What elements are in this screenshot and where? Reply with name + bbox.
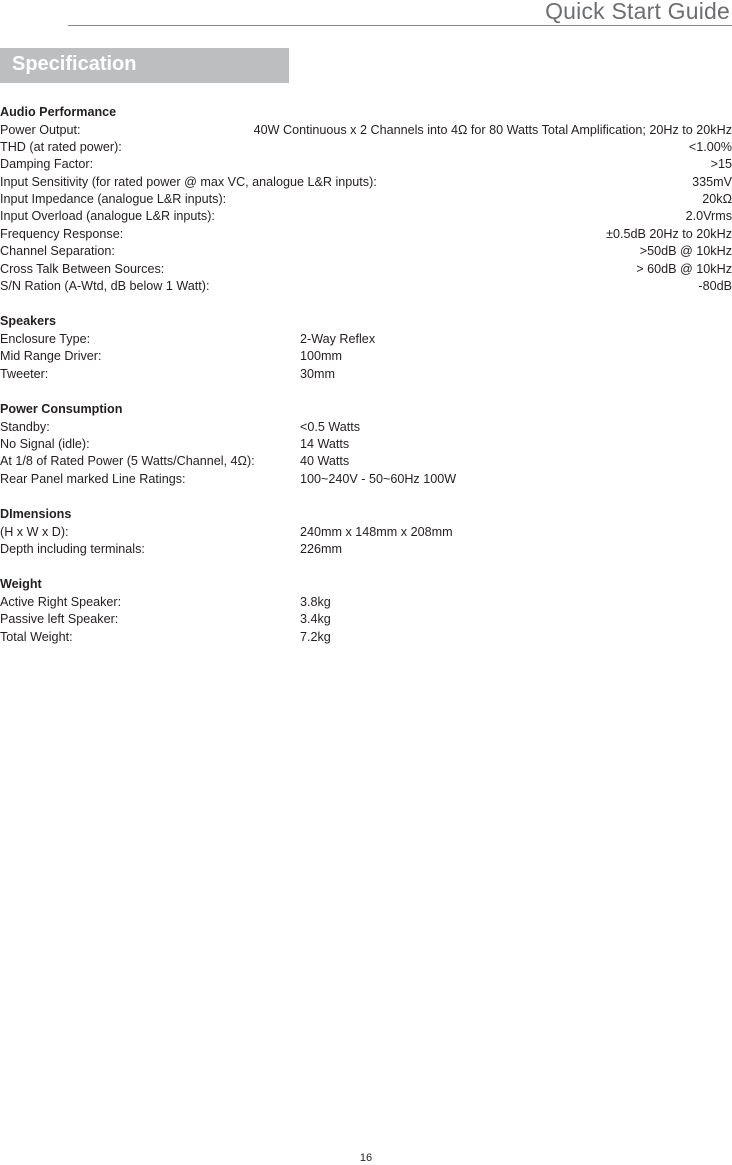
spec-group-audio-performance — [0, 104, 732, 295]
spec-value: <0.5 Watts — [300, 419, 361, 434]
spec-row — [0, 261, 732, 278]
spec-row — [0, 524, 732, 541]
spec-row — [0, 243, 732, 260]
spec-value: 40 Watts — [300, 454, 350, 469]
spec-label: Input Sensitivity (for rated power @ max VC, analogue L&R inputs): — [0, 174, 377, 189]
spec-label: Rear Panel marked Line Ratings: — [0, 471, 186, 486]
spec-row — [0, 453, 732, 470]
spec-value: >50dB @ 10kHz — [639, 244, 732, 259]
spec-label: No Signal (idle): — [0, 436, 90, 451]
spec-label: THD (at rated power): — [0, 139, 122, 154]
spec-row — [0, 208, 732, 225]
section-title: Specification — [12, 53, 137, 75]
group-title: DImensions — [0, 507, 72, 522]
spec-value: >15 — [710, 157, 732, 172]
spec-label: Total Weight: — [0, 629, 73, 644]
spec-value: 7.2kg — [300, 629, 331, 644]
spec-value: 20kΩ — [702, 192, 732, 207]
spec-group-dimensions — [0, 506, 732, 558]
spec-row — [0, 278, 732, 295]
spec-row — [0, 471, 732, 488]
spec-row — [0, 331, 732, 348]
spec-label: S/N Ration (A-Wtd, dB below 1 Watt): — [0, 279, 210, 294]
spec-value: 240mm x 148mm x 208mm — [300, 524, 453, 539]
spec-value: 40W Continuous x 2 Channels into 4Ω for 80 Watts Total Amplification; 20Hz to 20kHz — [253, 122, 732, 137]
spec-row — [0, 436, 732, 453]
spec-label: (H x W x D): — [0, 524, 69, 539]
spec-row — [0, 541, 732, 558]
spec-label: Power Output: — [0, 122, 81, 137]
spec-value: 2-Way Reflex — [300, 331, 376, 346]
spec-value: 3.4kg — [300, 612, 331, 627]
group-title: Power Consumption — [0, 402, 123, 417]
spec-value: 3.8kg — [300, 594, 331, 609]
spec-row — [0, 191, 732, 208]
spec-value: 226mm — [300, 542, 342, 557]
group-title: Speakers — [0, 314, 57, 329]
document-title: Quick Start Guide — [545, 0, 730, 24]
group-title: Audio Performance — [0, 105, 117, 119]
spec-row — [0, 594, 732, 611]
spec-row — [0, 139, 732, 156]
spec-label: Input Overload (analogue L&R inputs): — [0, 209, 215, 224]
spec-label: Cross Talk Between Sources: — [0, 261, 165, 276]
spec-value: 14 Watts — [300, 436, 350, 451]
header-rule — [68, 25, 732, 26]
spec-value: -80dB — [698, 279, 732, 294]
spec-label: Frequency Response: — [0, 226, 124, 241]
spec-value: 100mm — [300, 349, 342, 364]
spec-value: > 60dB @ 10kHz — [636, 261, 732, 276]
spec-label: Mid Range Driver: — [0, 349, 102, 364]
spec-value: 2.0Vrms — [685, 209, 732, 224]
spec-label: Depth including terminals: — [0, 542, 145, 557]
group-title: Weight — [0, 577, 42, 592]
spec-row — [0, 122, 732, 139]
spec-label: Input Impedance (analogue L&R inputs): — [0, 192, 227, 207]
spec-value: 100~240V - 50~60Hz 100W — [300, 471, 457, 486]
spec-value: 30mm — [300, 366, 335, 381]
spec-content — [0, 104, 732, 664]
spec-label: At 1/8 of Rated Power (5 Watts/Channel, 4Ω): — [0, 454, 255, 469]
spec-group-weight — [0, 576, 732, 646]
spec-label: Passive left Speaker: — [0, 612, 119, 627]
spec-value: ±0.5dB 20Hz to 20kHz — [606, 226, 732, 241]
spec-label: Channel Separation: — [0, 244, 115, 259]
spec-row — [0, 419, 732, 436]
spec-label: Tweeter: — [0, 366, 49, 381]
spec-row — [0, 629, 732, 646]
spec-label: Standby: — [0, 419, 50, 434]
spec-row — [0, 174, 732, 191]
page-number: 16 — [359, 1152, 373, 1164]
spec-label: Damping Factor: — [0, 157, 94, 172]
spec-row — [0, 366, 732, 383]
spec-row — [0, 226, 732, 243]
spec-value: 335mV — [692, 174, 732, 189]
spec-row — [0, 611, 732, 628]
spec-group-power-consumption — [0, 401, 732, 488]
spec-row — [0, 348, 732, 365]
section-banner — [0, 48, 289, 83]
spec-group-speakers — [0, 313, 732, 383]
spec-value: <1.00% — [688, 139, 732, 154]
spec-label: Active Right Speaker: — [0, 594, 122, 609]
spec-label: Enclosure Type: — [0, 331, 91, 346]
spec-row — [0, 156, 732, 173]
